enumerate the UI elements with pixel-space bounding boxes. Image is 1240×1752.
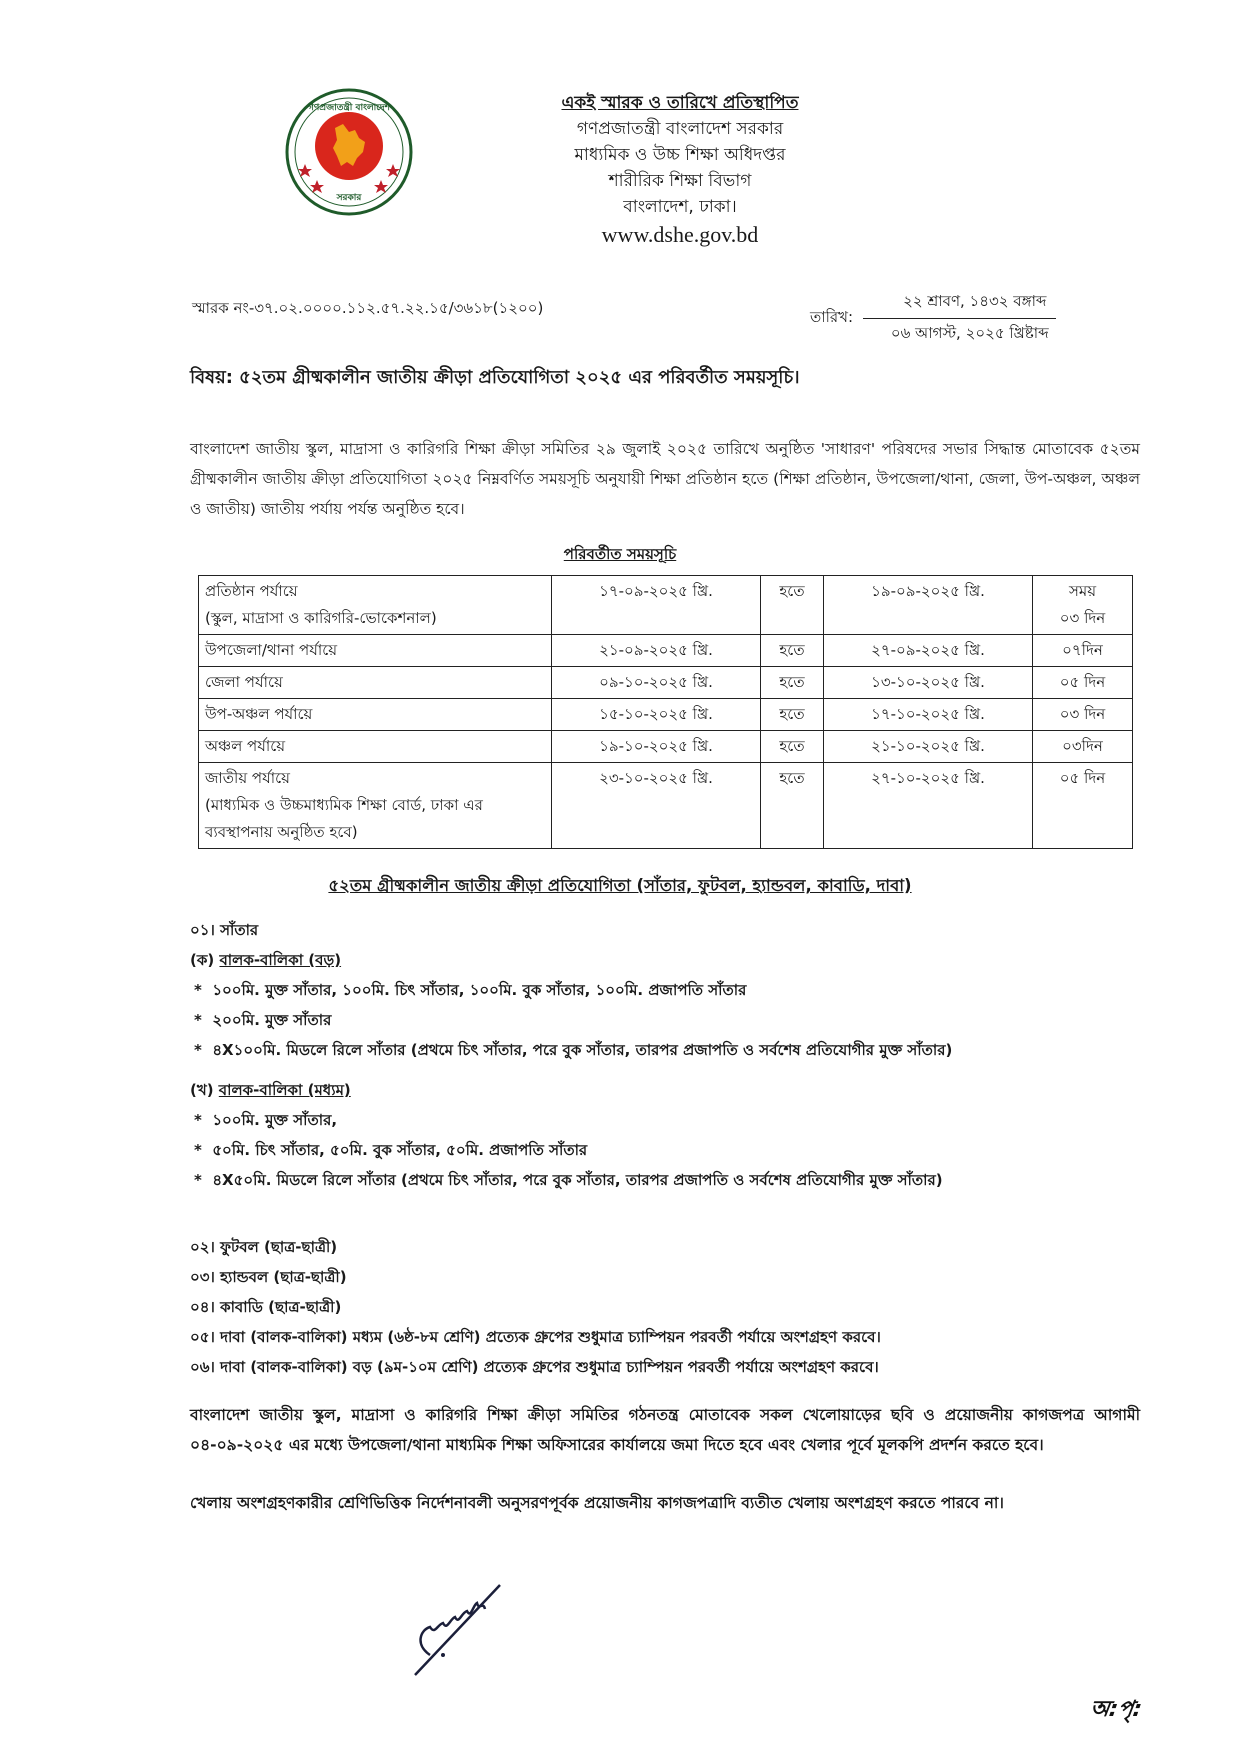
bullet-icon: * — [194, 1111, 202, 1129]
schedule-table — [198, 575, 1133, 849]
end-date-cell: ১৭-১০-২০২৫ খ্রি. — [824, 699, 1033, 731]
from-label-cell: হতে — [761, 576, 824, 635]
letterhead — [480, 90, 880, 248]
government-seal — [283, 86, 415, 218]
seal-top-text: গণপ্রজাতন্ত্রী বাংলাদেশ — [308, 103, 390, 113]
duration-cell — [1033, 635, 1133, 667]
bullet-icon: * — [194, 1041, 202, 1059]
event-item: ১০০মি. মুক্ত সাঁতার, — [212, 1111, 338, 1129]
intro-paragraph: বাংলাদেশ জাতীয় স্কুল, মাদ্রাসা ও কারিগরি শিক্ষা ক্রীড়া সমিতির ২৯ জুলাই ২০২৫ তারিখে অনুষ্ঠিত 'সাধারণ' পরিষদের সভার সিদ্ধান্ত মোতাবেক ৫২তম গ্রীষ্মকালীন জাতীয় ক্রীড়া প্রতিযোগিতা ২০২৫ নিম্নবর্ণিত সময়সূচি অনুযায়ী শিক্ষা প্রতিষ্ঠান হতে (শিক্ষা প্রতিষ্ঠান, উপজেলা/থানা, জেলা, উপ-অঞ্চল, অঞ্চল ও জাতীয়) জাতীয় পর্যায় পর্যন্ত অনুষ্ঠিত হবে। — [190, 440, 1140, 518]
stage-label: উপজেলা/থানা পর্যায়ে — [205, 641, 338, 659]
event-entry: ০৪। কাবাডি (ছাত্র-ছাত্রী) — [190, 1298, 342, 1316]
start-date-cell: ০৯-১০-২০২৫ খ্রি. — [552, 667, 761, 699]
end-date-cell: ২৭-১০-২০২৫ খ্রি. — [824, 763, 1033, 849]
schedule-row — [199, 699, 1133, 731]
from-label-cell: হতে — [761, 635, 824, 667]
memo-number: স্মারক নং-৩৭.০২.০০০০.১১২.৫৭.২২.১৫/৩৬১৮(১২০০) — [192, 299, 544, 317]
date-label: তারিখ: — [810, 308, 854, 326]
event-entry: ০২। ফুটবল (ছাত্র-ছাত্রী) — [190, 1238, 338, 1256]
stage-cell — [199, 731, 552, 763]
duration-cell — [1033, 731, 1133, 763]
list-item — [190, 1005, 952, 1035]
duration-value: ০৩দিন — [1062, 737, 1103, 755]
letterhead-line: শারীরিক শিক্ষা বিভাগ — [608, 171, 752, 191]
duration-cell — [1033, 699, 1133, 731]
stage-note: (স্কুল, মাদ্রাসা ও কারিগরি-ভোকেশনাল) — [205, 609, 437, 627]
event-entry: ০৬। দাবা (বালক-বালিকা) বড় (৯ম-১০ম শ্রেণি) প্রত্যেক গ্রুপের শুধুমাত্র চ্যাম্পিয়ন পরবর্তী পর্যায়ে অংশগ্রহণ করবে। — [190, 1358, 879, 1376]
group-label: বালক-বালিকা (বড়) — [219, 951, 342, 969]
start-date-cell: ১৭-০৯-২০২৫ খ্রি. — [552, 576, 761, 635]
start-date-cell: ২১-০৯-২০২৫ খ্রি. — [552, 635, 761, 667]
list-item — [190, 975, 952, 1005]
start-date-cell: ১৫-১০-২০২৫ খ্রি. — [552, 699, 761, 731]
memo-date — [810, 290, 1056, 347]
letterhead-line: গণপ্রজাতন্ত্রী বাংলাদেশ সরকার — [576, 119, 784, 139]
signature-icon — [395, 1575, 535, 1685]
stage-cell — [199, 576, 552, 635]
event-item: ৪X৫০মি. মিডলে রিলে সাঁতার (প্রথমে চিৎ সাঁতার, পরে বুক সাঁতার, তারপর প্রজাপতি ও সর্বশেষ প্রতিযোগীর মুক্ত সাঁতার) — [212, 1171, 943, 1189]
bullet-icon: * — [194, 1171, 202, 1189]
from-label-cell: হতে — [761, 667, 824, 699]
end-date-cell: ১৯-০৯-২০২৫ খ্রি. — [824, 576, 1033, 635]
duration-value: ০৭দিন — [1062, 641, 1103, 659]
documents-note: বাংলাদেশ জাতীয় স্কুল, মাদ্রাসা ও কারিগরি শিক্ষা ক্রীড়া সমিতির গঠনতন্ত্র মোতাবেক সকল খেলোয়াড়ের ছবি ও প্রয়োজনীয় কাগজপত্র আগামী ০৪-০৯-২০২৫ এর মধ্যে উপজেলা/থানা মাধ্যমিক শিক্ষা অফিসারের কার্যালয়ে জমা দিতে হবে এবং খেলার পূর্বে মূলকপি প্রদর্শন করতে হবে। — [190, 1406, 1140, 1454]
stage-note: (মাধ্যমিক ও উচ্চমাধ্যমিক শিক্ষা বোর্ড, ঢাকা এর ব্যবস্থাপনায় অনুষ্ঠিত হবে) — [205, 796, 483, 841]
stage-label: প্রতিষ্ঠান পর্যায়ে — [205, 582, 298, 600]
bullet-icon: * — [194, 1141, 202, 1159]
schedule-row — [199, 667, 1133, 699]
schedule-title: পরিবর্তীত সময়সূচি — [563, 545, 677, 563]
duration-cell — [1033, 763, 1133, 849]
stage-label: উপ-অঞ্চল পর্যায়ে — [205, 705, 313, 723]
event-item: ২০০মি. মুক্ত সাঁতার — [212, 1011, 332, 1029]
stage-cell — [199, 699, 552, 731]
letterhead-line: মাধ্যমিক ও উচ্চ শিক্ষা অধিদপ্তর — [574, 145, 786, 165]
other-events — [190, 1232, 881, 1382]
stage-cell — [199, 667, 552, 699]
end-date-cell: ১৩-১০-২০২৫ খ্রি. — [824, 667, 1033, 699]
schedule-row — [199, 576, 1133, 635]
duration-label: সময় — [1068, 582, 1097, 600]
list-item — [190, 1165, 952, 1195]
event-item: ৫০মি. চিৎ সাঁতার, ৫০মি. বুক সাঁতার, ৫০মি. প্রজাপতি সাঁতার — [212, 1141, 588, 1159]
replacement-notice: একই স্মারক ও তারিখে প্রতিস্থাপিত — [561, 93, 799, 113]
schedule-row — [199, 763, 1133, 849]
from-label-cell: হতে — [761, 699, 824, 731]
list-item — [190, 1035, 952, 1065]
event-entry: ০৩। হ্যান্ডবল (ছাত্র-ছাত্রী) — [190, 1268, 347, 1286]
group-prefix: (খ) — [190, 1081, 214, 1099]
seal-bottom-text: সরকার — [336, 193, 362, 203]
event-item: ৪X১০০মি. মিডলে রিলে সাঁতার (প্রথমে চিৎ সাঁতার, পরে বুক সাঁতার, তারপর প্রজাপতি ও সর্বশেষ প্রতিযোগীর মুক্ত সাঁতার) — [212, 1041, 953, 1059]
website-link[interactable]: www.dshe.gov.bd — [601, 222, 759, 247]
group-heading — [190, 1075, 952, 1105]
bullet-icon: * — [194, 1011, 202, 1029]
list-item — [190, 1135, 952, 1165]
events-title: ৫২তম গ্রীষ্মকালীন জাতীয় ক্রীড়া প্রতিযোগিতা (সাঁতার, ফুটবল, হ্যান্ডবল, কাবাডি, দাবা) — [328, 876, 912, 895]
list-item — [190, 1105, 952, 1135]
start-date-cell: ১৯-১০-২০২৫ খ্রি. — [552, 731, 761, 763]
schedule-row — [199, 635, 1133, 667]
stage-label: অঞ্চল পর্যায়ে — [205, 737, 286, 755]
letterhead-line: বাংলাদেশ, ঢাকা। — [623, 197, 737, 217]
end-date-cell: ২৭-০৯-২০২৫ খ্রি. — [824, 635, 1033, 667]
signature — [395, 1575, 535, 1685]
duration-value: ০৩ দিন — [1059, 609, 1106, 627]
stage-cell — [199, 763, 552, 849]
event-item: ১০০মি. মুক্ত সাঁতার, ১০০মি. চিৎ সাঁতার, ১০০মি. বুক সাঁতার, ১০০মি. প্রজাপতি সাঁতার — [212, 981, 747, 999]
duration-cell — [1033, 667, 1133, 699]
group-prefix: (ক) — [190, 951, 215, 969]
from-label-cell: হতে — [761, 731, 824, 763]
start-date-cell: ২৩-১০-২০২৫ খ্রি. — [552, 763, 761, 849]
date-bangla: ২২ শ্রাবণ, ১৪৩২ বঙ্গাব্দ — [863, 290, 1056, 319]
duration-value: ০৩ দিন — [1059, 705, 1106, 723]
stage-cell — [199, 635, 552, 667]
from-label-cell: হতে — [761, 763, 824, 849]
stage-label: জেলা পর্যায়ে — [205, 673, 283, 691]
duration-value: ০৫ দিন — [1059, 673, 1106, 691]
seal-icon — [283, 86, 415, 218]
swimming-heading: ০১। সাঁতার — [190, 921, 259, 939]
continuation-mark: অ:পৃ: — [1088, 1697, 1144, 1722]
event-entry: ০৫। দাবা (বালক-বালিকা) মধ্যম (৬ষ্ঠ-৮ম শ্রেণি) প্রত্যেক গ্রুপের শুধুমাত্র চ্যাম্পিয়ন পরবর্তী পর্যায়ে অংশগ্রহণ করবে। — [190, 1328, 881, 1346]
eligibility-note: খেলায় অংশগ্রহণকারীর শ্রেণিভিত্তিক নির্দেশনাবলী অনুসরণপূর্বক প্রয়োজনীয় কাগজপত্রাদি ব্যতীত খেলায় অংশগ্রহণ করতে পারবে না। — [190, 1494, 1004, 1512]
schedule-row — [199, 731, 1133, 763]
duration-cell — [1033, 576, 1133, 635]
date-gregorian: ০৬ আগস্ট, ২০২৫ খ্রিষ্টাব্দ — [890, 324, 1049, 342]
subject-line: বিষয়: ৫২তম গ্রীষ্মকালীন জাতীয় ক্রীড়া প্রতিযোগিতা ২০২৫ এর পরিবর্তীত সময়সূচি। — [190, 367, 800, 388]
swimming-section — [190, 915, 952, 1195]
group-label: বালক-বালিকা (মধ্যম) — [218, 1081, 351, 1099]
stage-label: জাতীয় পর্যায়ে — [205, 769, 290, 787]
group-heading — [190, 945, 952, 975]
end-date-cell: ২১-১০-২০২৫ খ্রি. — [824, 731, 1033, 763]
bullet-icon: * — [194, 981, 202, 999]
duration-value: ০৫ দিন — [1059, 769, 1106, 787]
